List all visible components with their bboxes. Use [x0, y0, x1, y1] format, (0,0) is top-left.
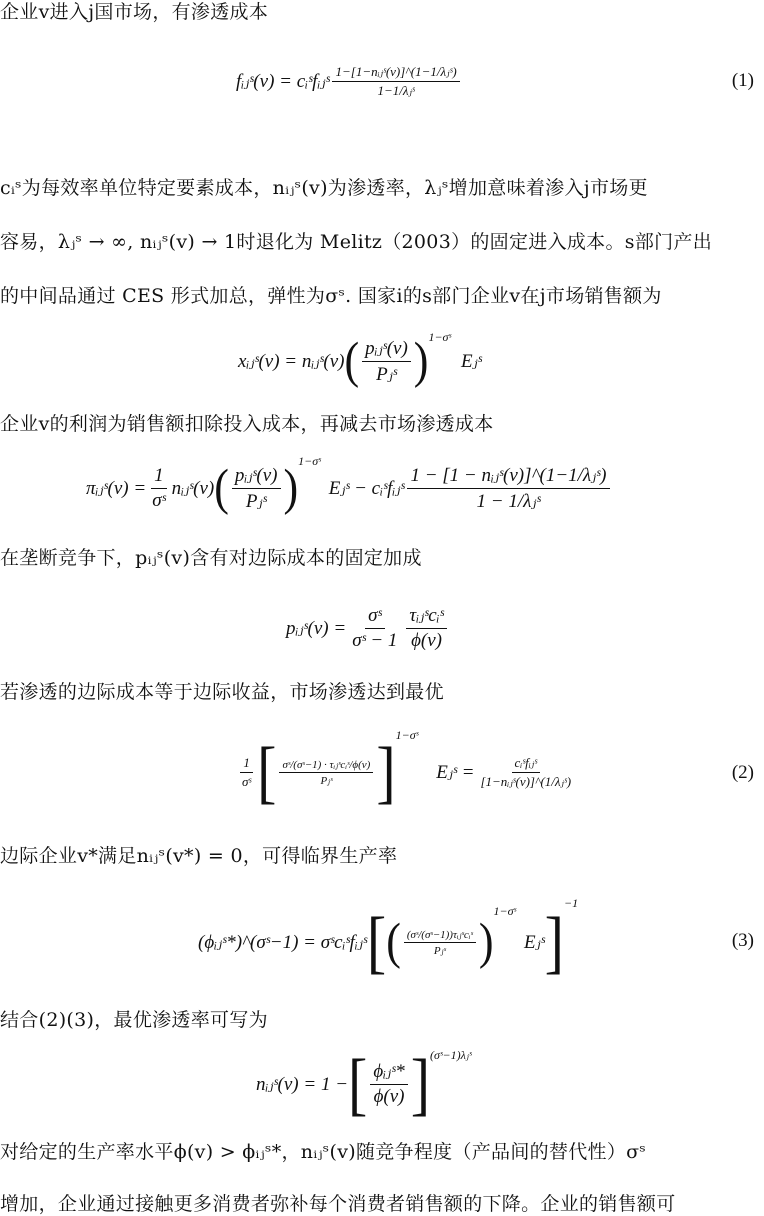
equation-2: $\frac{1}{\text{σˢ}}$ [ $\frac{\text{σˢ/(σˢ−1) · τᵢⱼˢcᵢˢ/ϕ(v)}}{\text{Pⱼˢ}}$ ] $^{1-\sigma ˢ}$ Eⱼˢ = $\frac{\text{cᵢˢfᵢⱼˢ}}{\text{[1−nᵢⱼˢ(v)]\textasciicircum{}(1/λⱼˢ)}}$ (2) [0, 722, 764, 822]
equation-optimal-penetration: nᵢⱼˢ(v) = 1 − [ $\frac{\text{ϕᵢⱼˢ*}}{\phi(v)}$ ] $^{(\sigma ˢ-1)\lambda ⱼˢ}$ [256, 1044, 472, 1123]
eq3-lhs: (ϕᵢⱼˢ*)^(σˢ−1) = σˢcᵢˢfᵢⱼˢ [198, 931, 367, 953]
sales-denominator: Pⱼˢ [376, 363, 397, 385]
profit-coef-den: σˢ [152, 489, 166, 511]
price-markup-den: σˢ − 1 [352, 629, 398, 651]
eq1-denominator: 1−1/λⱼˢ [377, 82, 415, 98]
eq2-mid: Eⱼˢ = [436, 761, 475, 783]
profit-price-num: pᵢⱼˢ(v) [232, 464, 281, 489]
paragraph-markup: 在垄断竞争下，pᵢⱼˢ(v)含有对边际成本的固定加成 [0, 547, 422, 569]
eq1-numerator: 1−[1−nᵢⱼˢ(v)]^(1−1/λⱼˢ) [332, 64, 459, 82]
opt-num: ϕᵢⱼˢ* [370, 1060, 407, 1085]
sales-numerator: pᵢⱼˢ(v) [362, 337, 411, 362]
profit-share: nᵢⱼˢ(v) [171, 477, 215, 499]
eq2-inner-num: σˢ/(σˢ−1) · τᵢⱼˢcᵢˢ/ϕ(v) [279, 758, 373, 773]
opt-lhs: nᵢⱼˢ(v) = 1 − [256, 1073, 349, 1095]
paragraph-marginal-firm: 边际企业v*满足nᵢⱼˢ(v*) = 0，可得临界生产率 [0, 845, 398, 867]
opt-den: ϕ(v) [373, 1086, 405, 1107]
price-cost-num: τᵢⱼˢcᵢˢ [406, 604, 446, 629]
paragraph-comparative-statics-2: 增加，企业通过接触更多消费者弥补每个消费者销售额的下降。企业的销售额可 [0, 1193, 676, 1215]
equation-profit: πᵢⱼˢ(v) = $\frac{1}{\text{σˢ}}$ nᵢⱼˢ(v) ( $\frac{\text{pᵢⱼˢ(v)}}{\text{Pⱼˢ}}$ ) $^{1-\sigma ˢ}$ Eⱼˢ − cᵢˢfᵢⱼˢ $\frac{\text{1 − [1 − nᵢⱼˢ(v)]\textasciicircum{}(1−1/λⱼˢ)}}{\text{1 − 1/λⱼˢ}}$ [0, 448, 764, 528]
price-markup-num: σˢ [365, 605, 384, 629]
opt-exponent: (σˢ−1)λⱼˢ [430, 1048, 472, 1062]
paragraph-combine: 结合(2)(3)，最优渗透率可写为 [0, 1009, 268, 1031]
equation-number-1: (1) [731, 70, 754, 91]
eq3-exponent: 1−σˢ [493, 904, 517, 918]
eq2-coef-den: σˢ [242, 773, 252, 789]
eq3-inner-num: (σˢ/(σˢ−1))τᵢⱼˢcᵢˢ [404, 928, 476, 943]
equation-sales: xᵢⱼˢ(v) = nᵢⱼˢ(v) ( $\frac{\text{pᵢⱼˢ(v)}}{\text{Pⱼˢ}}$ ) $^{1-\sigma ˢ}$ Eⱼˢ [238, 330, 482, 389]
equation-number-3: (3) [731, 930, 754, 951]
profit-price-den: Pⱼˢ [245, 490, 267, 512]
sales-exponent: 1−σˢ [428, 330, 451, 344]
eq3-outer-exponent: −1 [563, 896, 579, 910]
paragraph-definitions-2: 容易，λⱼˢ → ∞, nᵢⱼˢ(v) → 1时退化为 Melitz（2003）的固定进入成本。s部门产出 [0, 231, 713, 253]
sales-lhs: xᵢⱼˢ(v) = nᵢⱼˢ(v) [238, 350, 345, 372]
eq2-rhs-num: cᵢˢfᵢⱼˢ [512, 755, 540, 773]
sales-tail: Eⱼˢ [460, 350, 482, 372]
paragraph-definitions-1: cᵢˢ为每效率单位特定要素成本，nᵢⱼˢ(v)为渗透率，λⱼˢ增加意味着渗入j市场更 [0, 177, 648, 199]
paragraph-optimal-condition: 若渗透的边际成本等于边际收益，市场渗透达到最优 [0, 681, 444, 703]
eq2-coef-num: 1 [240, 755, 253, 773]
eq2-inner-den: Pⱼˢ [320, 774, 333, 787]
paragraph-definitions-3: 的中间品通过 CES 形式加总，弹性为σˢ. 国家i的s部门企业v在j市场销售额为 [0, 285, 662, 307]
eq1-lhs: fᵢⱼˢ(v) = cᵢˢfᵢⱼˢ [236, 70, 330, 92]
equation-number-2: (2) [731, 762, 754, 783]
profit-cost-num: 1 − [1 − nᵢⱼˢ(v)]^(1−1/λⱼˢ) [407, 464, 609, 489]
profit-lhs: πᵢⱼˢ(v) = [86, 477, 147, 499]
eq3-inner-den: Pⱼˢ [433, 944, 446, 957]
paragraph-comparative-statics-1: 对给定的生产率水平ϕ(v) > ϕᵢⱼˢ*，nᵢⱼˢ(v)随竞争程度（产品间的替代性）σˢ [0, 1141, 647, 1163]
equation-price [0, 596, 764, 660]
paragraph-intro: 企业v进入j国市场，有渗透成本 [0, 1, 269, 23]
eq2-rhs-den: [1−nᵢⱼˢ(v)]^(1/λⱼˢ) [480, 773, 572, 789]
eq3-tail: Eⱼˢ [524, 931, 545, 953]
profit-tail: Eⱼˢ − cᵢˢfᵢⱼˢ [328, 477, 405, 499]
profit-exponent: 1−σˢ [298, 454, 321, 468]
equation-1 [0, 46, 764, 116]
paragraph-profit: 企业v的利润为销售额扣除投入成本，再减去市场渗透成本 [0, 413, 494, 435]
eq2-exponent: 1−σˢ [395, 728, 419, 742]
price-lhs: pᵢⱼˢ(v) = [286, 617, 347, 639]
profit-coef-num: 1 [151, 465, 167, 489]
profit-cost-den: 1 − 1/λⱼˢ [476, 490, 541, 512]
price-cost-den: ϕ(v) [411, 630, 442, 651]
equation-3: (ϕᵢⱼˢ*)^(σˢ−1) = σˢcᵢˢfᵢⱼˢ [ ( $\frac{\text{(σˢ/(σˢ−1))τᵢⱼˢcᵢˢ}}{\text{Pⱼˢ}}$ ) $^{1-\sigma ˢ}$ Eⱼˢ ] $^{-1}$ (3) [198, 896, 754, 981]
